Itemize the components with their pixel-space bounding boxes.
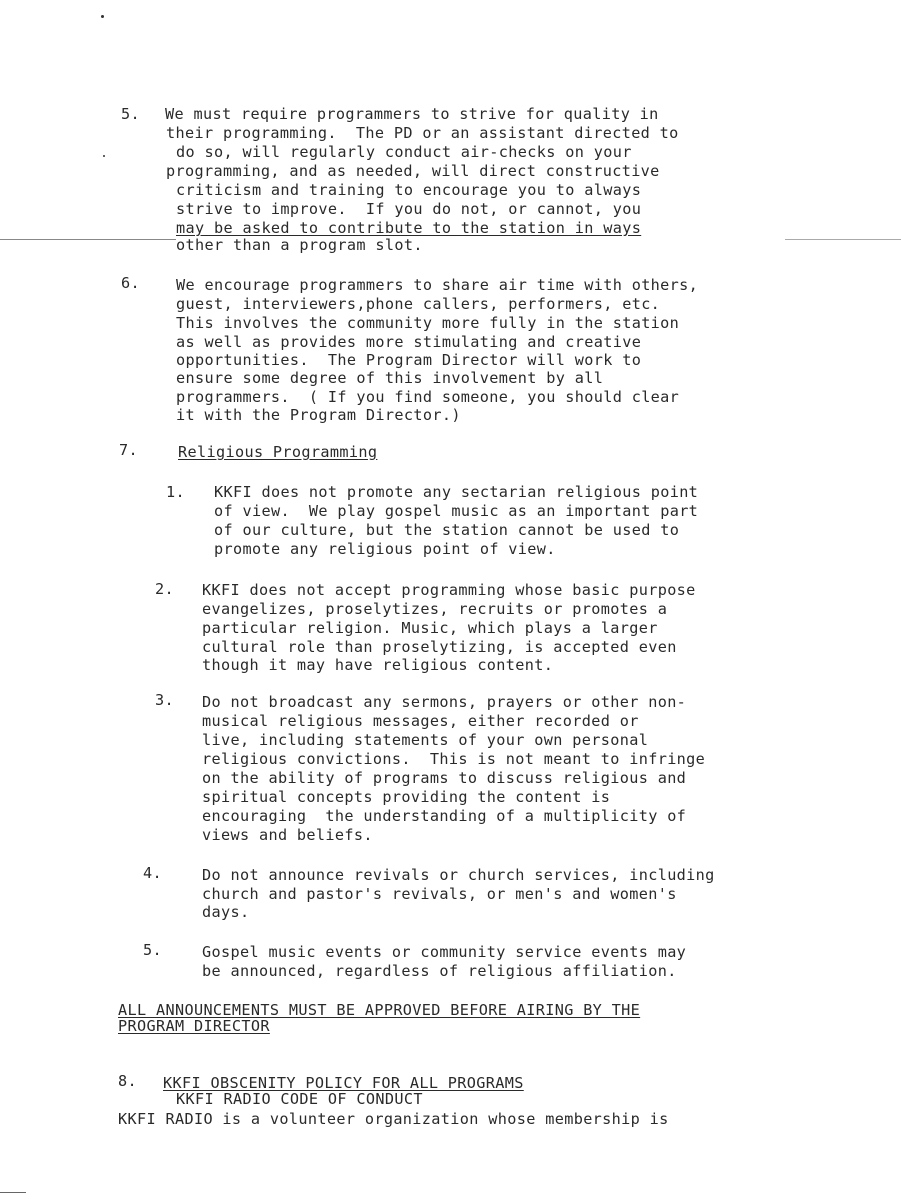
item-7-3-line: views and beliefs. (202, 826, 373, 844)
item-6-line: as well as provides more stimulating and creative (176, 333, 642, 351)
item-5-line: programming, and as needed, will direct constructive (166, 162, 660, 180)
scan-speck (103, 155, 105, 157)
item-7-2-line: cultural role than proselytizing, is accepted even (202, 638, 677, 656)
item-6-line: We encourage programmers to share air time with others, (176, 276, 699, 294)
announcement-line: ALL ANNOUNCEMENTS MUST BE APPROVED BEFORE AIRING BY THE (118, 1001, 641, 1019)
item-8-number: 8. (118, 1072, 137, 1090)
item-7-1-line: KKFI does not promote any sectarian religious point (214, 483, 699, 501)
announcement-line: PROGRAM DIRECTOR (118, 1017, 270, 1035)
item-6-line: ensure some degree of this involvement by all (176, 369, 604, 387)
item-5-line: We must require programmers to strive for quality in (165, 105, 659, 123)
item-7-heading: Religious Programming (178, 443, 378, 461)
item-7-1-number: 1. (166, 483, 185, 501)
item-6-line: This involves the community more fully in the station (176, 314, 680, 332)
scan-fold-line (0, 239, 176, 240)
item-7-4-line: church and pastor's revivals, or men's and women's (202, 885, 677, 903)
item-7-1-line: of our culture, but the station cannot be used to (214, 521, 680, 539)
item-5-line: do so, will regularly conduct air-checks on your (176, 143, 632, 161)
item-5-line: their programming. The PD or an assistant directed to (166, 124, 679, 142)
item-7-4-line: Do not announce revivals or church services, including (202, 866, 715, 884)
item-8-subheading: KKFI RADIO CODE OF CONDUCT (176, 1090, 423, 1108)
item-7-number: 7. (119, 441, 138, 459)
item-7-1-line: promote any religious point of view. (214, 540, 556, 558)
item-7-3-line: religious convictions. This is not meant to infringe (202, 750, 706, 768)
item-6-line: programmers. ( If you find someone, you should clear (176, 388, 680, 406)
item-6-number: 6. (121, 274, 140, 292)
item-6-line: opportunities. The Program Director will work to (176, 351, 642, 369)
item-5-line: strive to improve. If you do not, or cannot, you (176, 200, 642, 218)
item-7-4-line: days. (202, 903, 250, 921)
item-5-line: criticism and training to encourage you to always (176, 181, 642, 199)
item-7-2-number: 2. (155, 580, 174, 598)
item-5-number: 5. (121, 105, 140, 123)
item-8-heading: KKFI OBSCENITY POLICY FOR ALL PROGRAMS (163, 1074, 524, 1092)
item-7-2-line: evangelizes, proselytizes, recruits or promotes a (202, 600, 668, 618)
item-7-3-line: musical religious messages, either recorded or (202, 712, 639, 730)
item-7-3-line: on the ability of programs to discuss religious and (202, 769, 687, 787)
item-7-1-line: of view. We play gospel music as an important part (214, 502, 699, 520)
item-7-5-line: Gospel music events or community service events may (202, 943, 687, 961)
item-5-line: other than a program slot. (176, 236, 423, 254)
item-7-3-line: live, including statements of your own personal (202, 731, 649, 749)
item-7-3-number: 3. (155, 691, 174, 709)
item-6-line: guest, interviewers,phone callers, performers, etc. (176, 295, 661, 313)
item-7-2-line: particular religion. Music, which plays a larger (202, 619, 658, 637)
scan-edge-line (0, 1192, 26, 1193)
item-7-2-line: KKFI does not accept programming whose basic purpose (202, 581, 696, 599)
item-7-5-line: be announced, regardless of religious affiliation. (202, 962, 677, 980)
scan-fold-line (785, 239, 901, 240)
item-7-4-number: 4. (143, 864, 162, 882)
item-7-3-line: encouraging the understanding of a multiplicity of (202, 807, 687, 825)
item-7-5-number: 5. (143, 941, 162, 959)
item-7-3-line: Do not broadcast any sermons, prayers or other non- (202, 693, 687, 711)
scan-speck (101, 15, 104, 18)
item-7-3-line: spiritual concepts providing the content is (202, 788, 611, 806)
item-6-line: it with the Program Director.) (176, 406, 461, 424)
item-8-body: KKFI RADIO is a volunteer organization whose membership is (118, 1110, 669, 1128)
item-7-2-line: though it may have religious content. (202, 656, 554, 674)
item-5-line: may be asked to contribute to the station in ways (176, 219, 642, 237)
